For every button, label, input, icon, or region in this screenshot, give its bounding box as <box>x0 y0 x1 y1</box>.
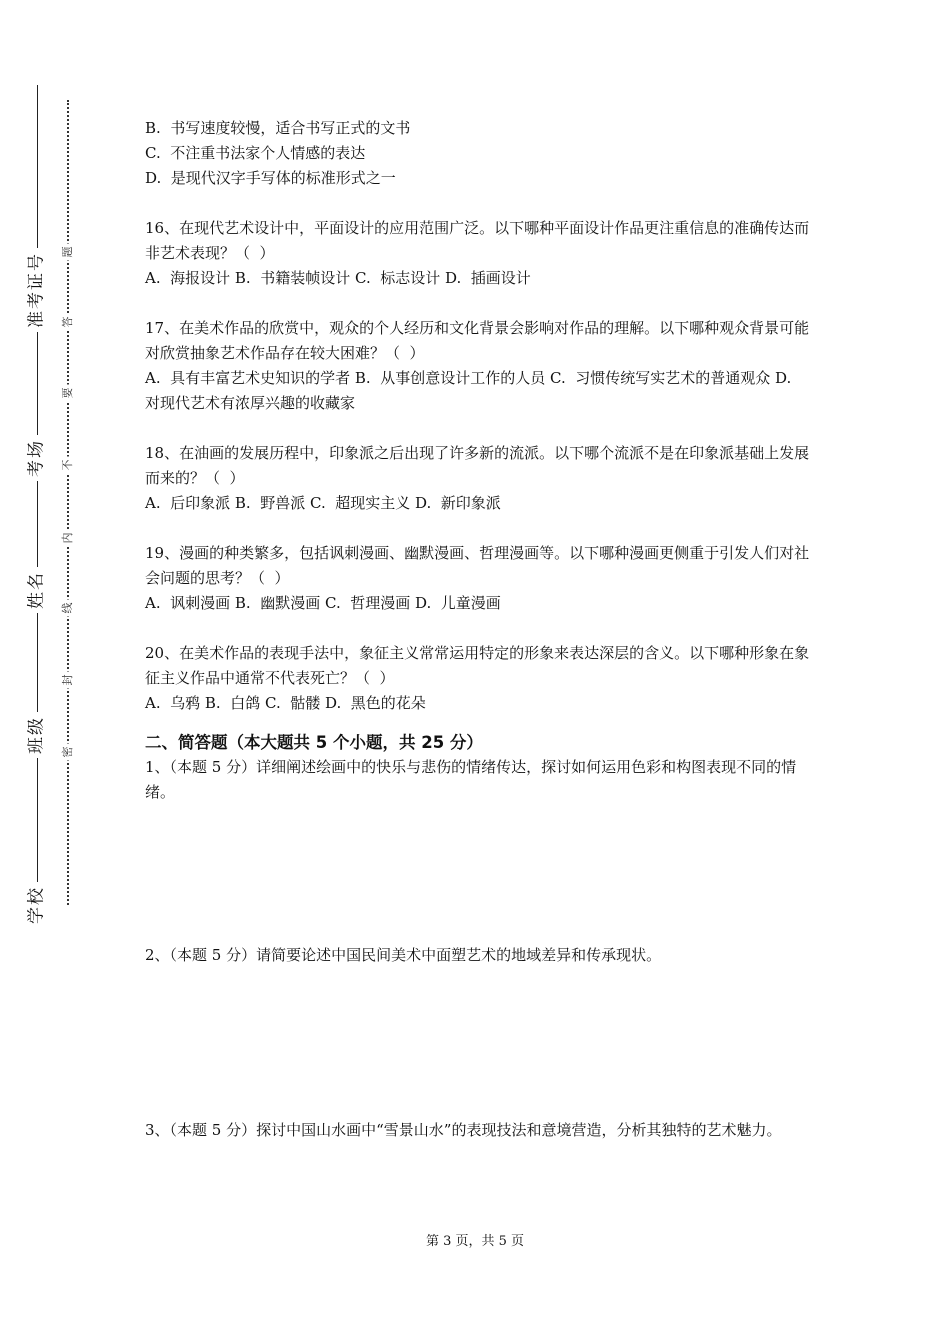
question-stem: 18、在油画的发展历程中，印象派之后出现了许多新的流派。以下哪个流派不是在印象派基础上发展而来的？（ ） <box>145 444 810 487</box>
label-exam-room: 考场 <box>22 435 47 481</box>
seal-char: 线 <box>59 600 75 617</box>
option-line: B. 书写速度较慢，适合书写正式的文书 <box>145 119 411 137</box>
binding-solid-line <box>37 85 38 920</box>
question-stem: 20、在美术作品的表现手法中，象征主义常常运用特定的形象来表达深层的含义。以下哪种形象在象征主义作品中通常不代表死亡？（ ） <box>145 644 810 687</box>
exam-content <box>145 116 810 1143</box>
question-18 <box>145 441 810 516</box>
short-answer-1: 1、（本题 5 分）详细阐述绘画中的快乐与悲伤的情绪传达，探讨如何运用色彩和构图表现不同的情绪。 <box>145 758 797 801</box>
question-17 <box>145 316 810 416</box>
question-16 <box>145 216 810 291</box>
binding-dotted-line <box>67 100 69 905</box>
question-options: A. 讽刺漫画 B. 幽默漫画 C. 哲理漫画 D. 儿童漫画 <box>145 594 501 612</box>
binding-margin <box>0 0 120 1344</box>
seal-char: 密 <box>59 744 75 761</box>
question-stem: 16、在现代艺术设计中，平面设计的应用范围广泛。以下哪种平面设计作品更注重信息的准确传达而非艺术表现？（ ） <box>145 219 810 262</box>
seal-char: 答 <box>59 314 75 331</box>
label-exam-number: 准考证号 <box>22 248 47 332</box>
seal-char: 内 <box>59 530 75 547</box>
answer-space <box>145 805 810 943</box>
short-answer-3: 3、（本题 5 分）探讨中国山水画中“雪景山水”的表现技法和意境营造，分析其独特的艺术魅力。 <box>145 1121 782 1139</box>
question-19 <box>145 541 810 616</box>
question-options: A. 乌鸦 B. 白鸽 C. 骷髅 D. 黑色的花朵 <box>145 694 426 712</box>
answer-space <box>145 968 810 1118</box>
question-options: A. 海报设计 B. 书籍装帧设计 C. 标志设计 D. 插画设计 <box>145 269 531 287</box>
option-line: C. 不注重书法家个人情感的表达 <box>145 144 366 162</box>
seal-char: 不 <box>59 457 75 474</box>
label-name: 姓名 <box>22 567 47 613</box>
page-footer: 第 3 页，共 5 页 <box>425 1234 525 1249</box>
question-options: A. 后印象派 B. 野兽派 C. 超现实主义 D. 新印象派 <box>145 494 501 512</box>
label-class: 班级 <box>22 712 47 758</box>
seal-char: 题 <box>59 244 75 261</box>
seal-char: 封 <box>59 672 75 689</box>
label-school: 学校 <box>22 882 47 928</box>
question-stem: 19、漫画的种类繁多，包括讽刺漫画、幽默漫画、哲理漫画等。以下哪种漫画更侧重于引发人们对社会问题的思考？（ ） <box>145 544 810 587</box>
short-answer-2: 2、（本题 5 分）请简要论述中国民间美术中面塑艺术的地域差异和传承现状。 <box>145 946 662 964</box>
question-20 <box>145 641 810 716</box>
section-heading: 二、简答题（本大题共 5 个小题，共 25 分） <box>145 733 483 752</box>
question-stem: 17、在美术作品的欣赏中，观众的个人经历和文化背景会影响对作品的理解。以下哪种观众背景可能对欣赏抽象艺术作品存在较大困难？（ ） <box>145 319 810 362</box>
question-options: A. 具有丰富艺术史知识的学者 B. 从事创意设计工作的人员 C. 习惯传统写实艺术的普通观众 D. 对现代艺术有浓厚兴趣的收藏家 <box>145 369 801 412</box>
option-line: D. 是现代汉字手写体的标准形式之一 <box>145 169 396 187</box>
seal-char: 要 <box>59 385 75 402</box>
